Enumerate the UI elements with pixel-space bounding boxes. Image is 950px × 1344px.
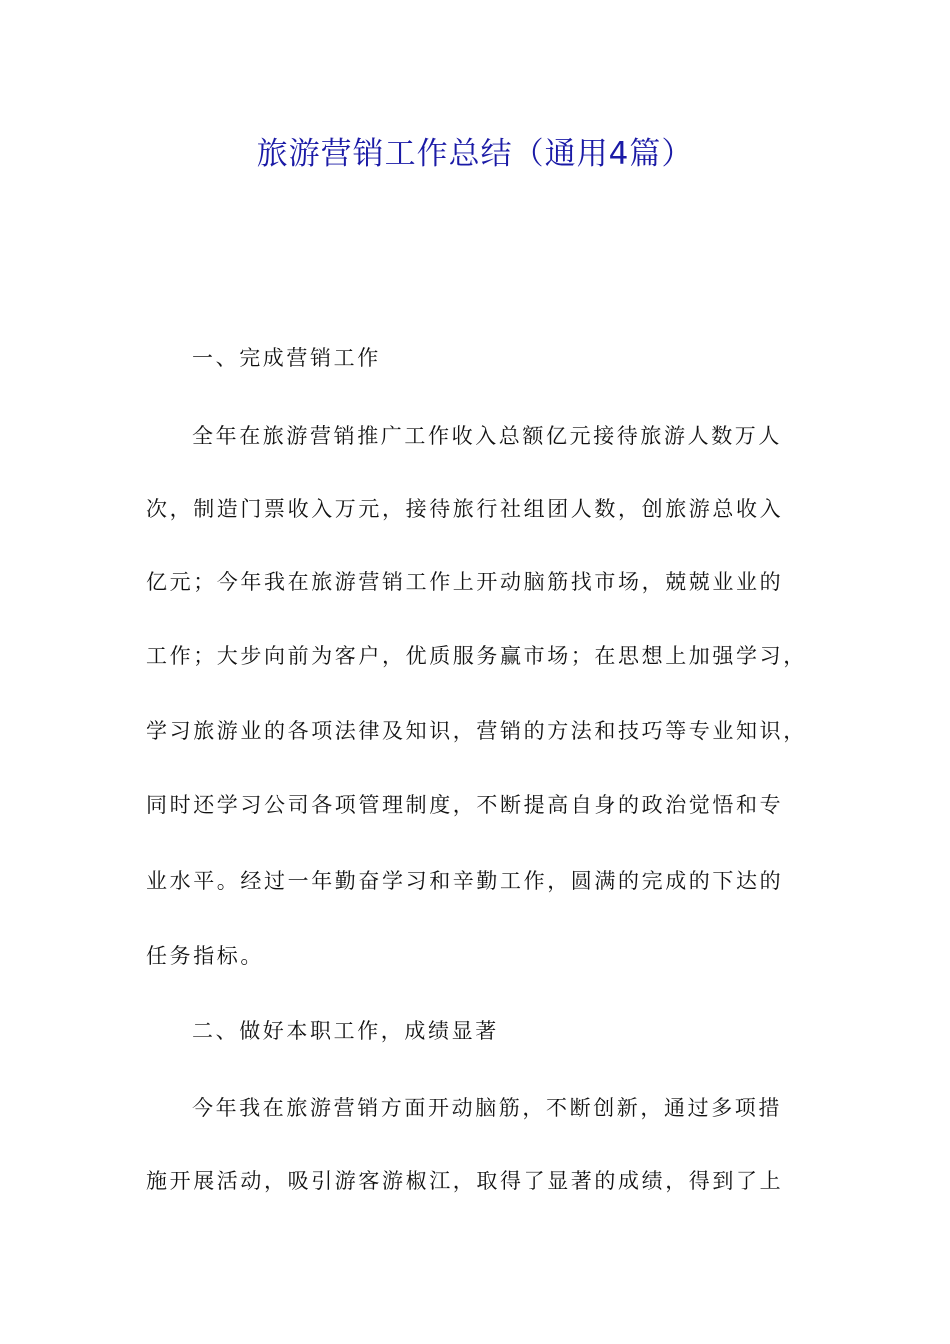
paragraph-line: 今年我在旅游营销方面开动脑筋，不断创新，通过多项措 xyxy=(192,1096,782,1120)
paragraph-line: 任务指标。 xyxy=(146,944,264,968)
section-heading: 一、完成营销工作 xyxy=(192,346,381,370)
paragraph-line: 学习旅游业的各项法律及知识，营销的方法和技巧等专业知识， xyxy=(146,719,807,743)
paragraph-line: 施开展活动，吸引游客游椒江，取得了显著的成绩，得到了上 xyxy=(146,1169,784,1193)
paragraph-line: 次，制造门票收入万元，接待旅行社组团人数，创旅游总收入 xyxy=(146,497,784,521)
paragraph-line: 业水平。经过一年勤奋学习和辛勤工作，圆满的完成的下达的 xyxy=(146,869,784,893)
section-heading: 二、做好本职工作，成绩显著 xyxy=(192,1019,499,1043)
paragraph-line: 同时还学习公司各项管理制度，不断提高自身的政治觉悟和专 xyxy=(146,793,784,817)
document-title: 旅游营销工作总结（通用4篇） xyxy=(256,136,694,172)
paragraph-line: 全年在旅游营销推广工作收入总额亿元接待旅游人数万人 xyxy=(192,424,782,448)
paragraph-line: 亿元；今年我在旅游营销工作上开动脑筋找市场，兢兢业业的 xyxy=(146,570,784,594)
paragraph-line: 工作；大步向前为客户，优质服务赢市场；在思想上加强学习， xyxy=(146,644,807,668)
